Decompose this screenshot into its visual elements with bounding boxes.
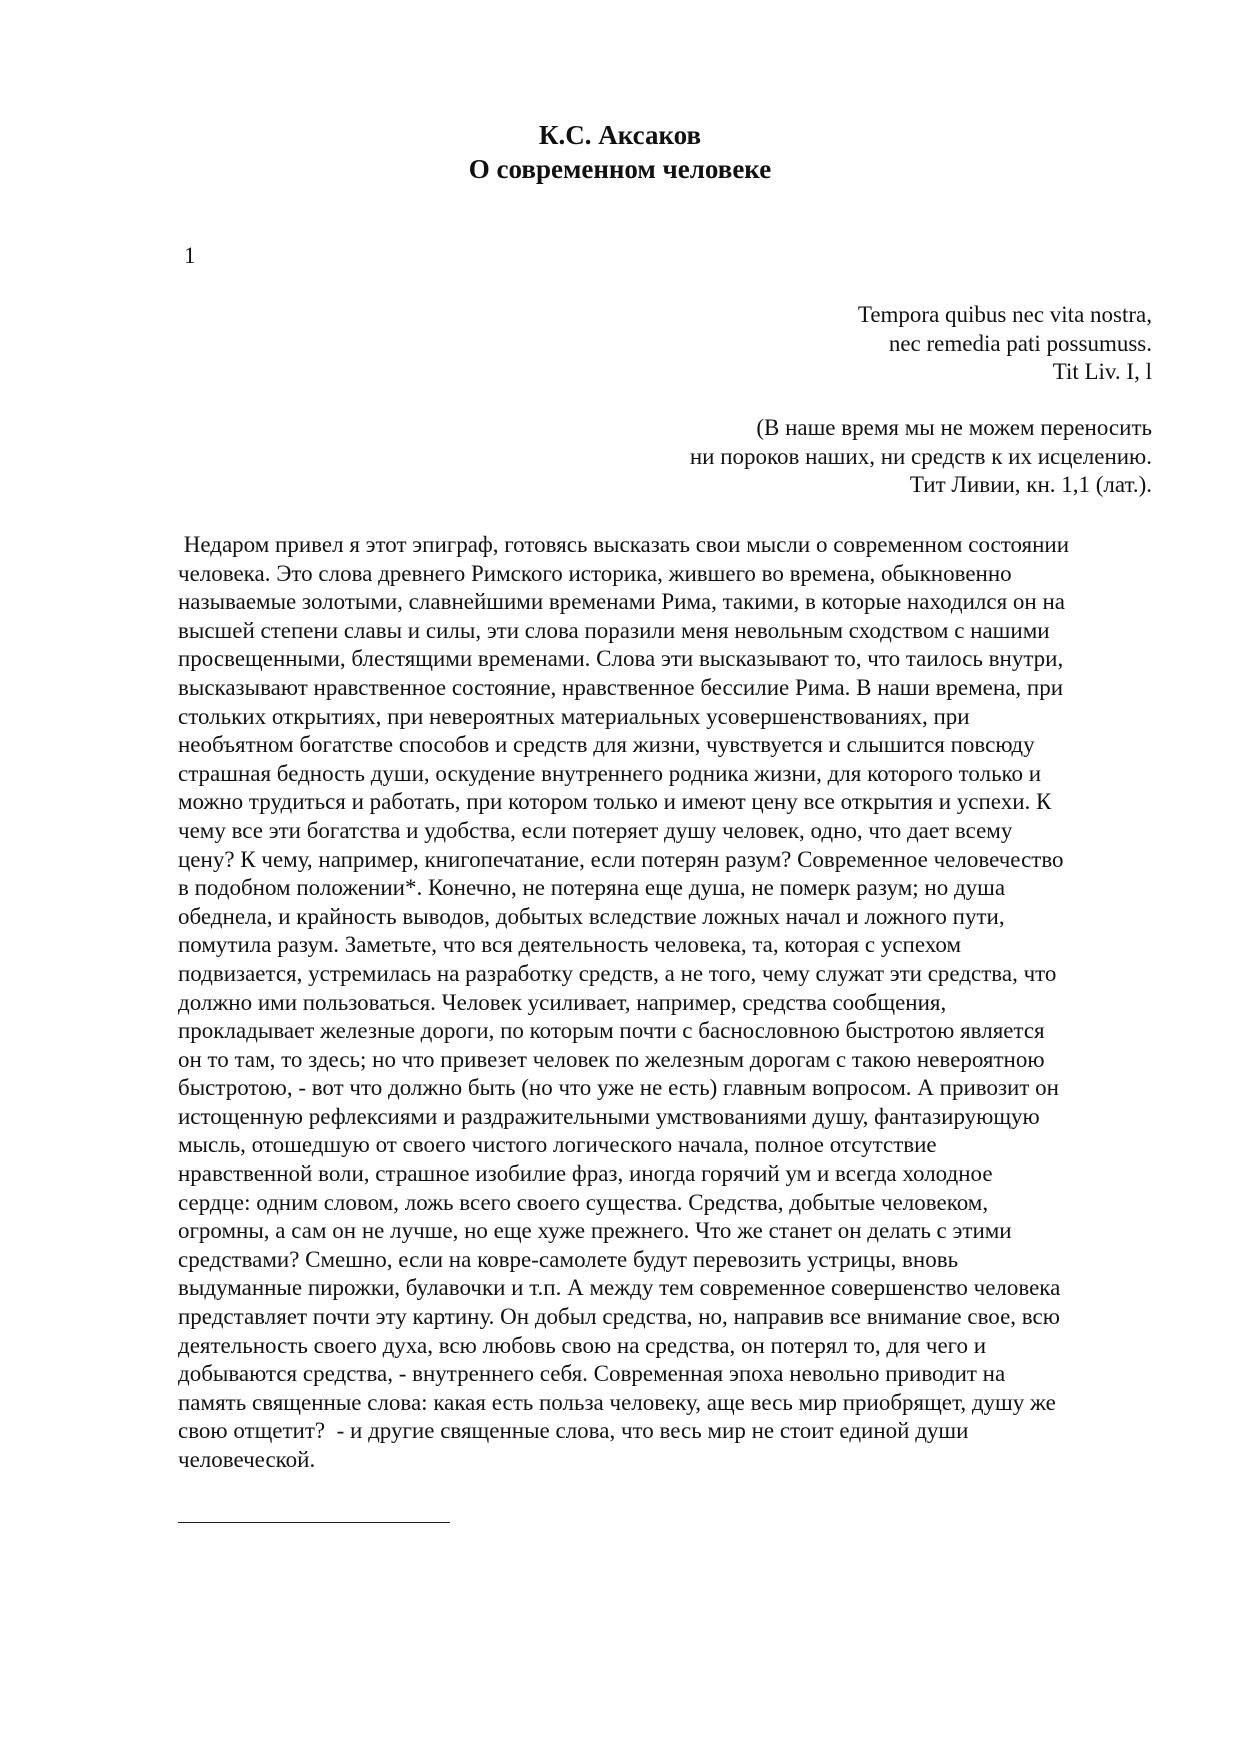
- body-line: средствами? Смешно, если на ковре-самолете будут перевозить устрицы, вновь: [178, 1246, 959, 1272]
- body-line: быстротою, - вот что должно быть (но что уже не есть) главным вопросом. А привозит он: [178, 1075, 1059, 1101]
- title-block: [0, 118, 1240, 186]
- body-line: можно трудиться и работать, при котором только и имеют цену все открытия и успехи. К: [178, 789, 1052, 815]
- epigraph-latin-source: Tit Liv. I, l: [1052, 359, 1152, 384]
- body-line: мысль, отошедшую от своего чистого логического начала, полное отсутствие: [178, 1132, 937, 1158]
- author-name: К.С. Аксаков: [538, 120, 702, 150]
- body-line: огромны, а сам он не лучше, но еще хуже прежнего. Что же станет он делать с этими: [178, 1218, 1012, 1244]
- body-line: высшей степени славы и силы, эти слова поразили меня невольным сходством с нашими: [178, 617, 1050, 643]
- body-line: сердце: одним словом, ложь всего своего существа. Средства, добытые человеком,: [178, 1189, 989, 1215]
- body-line: нравственной воли, страшное изобилие фраз, иногда горячий ум и всегда холодное: [178, 1161, 993, 1187]
- body-line: человеческой.: [178, 1447, 316, 1472]
- body-line: человека. Это слова древнего Римского историка, жившего во времена, обыкновенно: [178, 560, 1012, 586]
- body-line: чему все эти богатства и удобства, если потеряет душу человек, одно, что дает всему: [178, 817, 1013, 843]
- body-line: выдуманные пирожки, булавочки и т.п. А между тем современное совершенство человека: [178, 1275, 1061, 1301]
- body-line: подвизается, устремилась на разработку средств, а не того, чему служат эти средства, что: [178, 960, 1057, 986]
- section-number: 1: [184, 243, 196, 268]
- epigraph-russian-line: ни пороков наших, ни средств к их исцелению.: [689, 443, 1152, 469]
- body-line: память священные слова: какая есть польза человеку, аще весь мир приобрящет, душу же: [178, 1389, 1056, 1415]
- body-paragraph: [178, 531, 1168, 1475]
- body-line: помутила разум. Заметьте, что вся деятельность человека, та, которая с успехом: [178, 932, 961, 958]
- body-line: деятельность своего духа, всю любовь свою на средства, он потерял то, для чего и: [178, 1332, 987, 1358]
- epigraph-russian: [452, 414, 1152, 500]
- body-line: называемые золотыми, славнейшими временами Рима, такими, в которые находился он на: [178, 589, 1066, 615]
- epigraph-russian-line: (В наше время мы не можем переносить: [756, 415, 1152, 440]
- body-line: в подобном положении*. Конечно, не потеряна еще душа, не померк разум; но душа: [178, 875, 1006, 901]
- epigraph-latin-line: Tempora quibus nec vita nostra,: [857, 302, 1152, 327]
- document-title: О современном человеке: [468, 154, 772, 184]
- body-line: стольких открытиях, при невероятных материальных усовершенствованиях, при: [178, 703, 970, 729]
- body-line: обеднела, и крайность выводов, добытых вследствие ложных начал и ложного пути,: [178, 903, 1005, 929]
- body-line: свою отщетит? - и другие священные слова, что весь мир не стоит единой души: [178, 1418, 969, 1444]
- body-line: прокладывает железные дороги, по которым почти с баснословною быстротою является: [178, 1018, 1045, 1044]
- body-line: цену? К чему, например, книгопечатание, если потерян разум? Современное человечество: [178, 846, 1064, 872]
- body-line: он то там, то здесь; но что привезет человек по железным дорогам с такою невероятною: [178, 1046, 1045, 1072]
- body-line: должно ими пользоваться. Человек усиливает, например, средства сообщения,: [178, 989, 947, 1015]
- body-line: высказывают нравственное состояние, нравственное бессилие Рима. В наши времена, при: [178, 674, 1064, 700]
- body-line: представляет почти эту картину. Он добыл средства, но, направив все внимание свое, всю: [178, 1304, 1060, 1330]
- epigraph-russian-source: Тит Ливии, кн. 1,1 (лат.).: [909, 472, 1152, 497]
- epigraph-latin: [452, 301, 1152, 387]
- epigraph-latin-line: nec remedia pati possumuss.: [888, 330, 1152, 356]
- body-line: необъятном богатстве способов и средств для жизни, чувствуется и слышится повсюду: [178, 732, 1035, 758]
- body-line: Недаром привел я этот эпиграф, готовясь высказать свои мысли о современном состоянии: [178, 532, 1070, 557]
- body-line: истощенную рефлексиями и раздражительными умствованиями душу, фантазирующую: [178, 1103, 1040, 1129]
- body-line: добываются средства, - внутреннего себя. Современная эпоха невольно приводит на: [178, 1361, 1006, 1387]
- footnote-separator: [178, 1522, 450, 1523]
- body-line: просвещенными, блестящими временами. Слова эти высказывают то, что таилось внутри,: [178, 646, 1064, 672]
- body-line: страшная бедность души, оскудение внутреннего родника жизни, для которого только и: [178, 760, 1042, 786]
